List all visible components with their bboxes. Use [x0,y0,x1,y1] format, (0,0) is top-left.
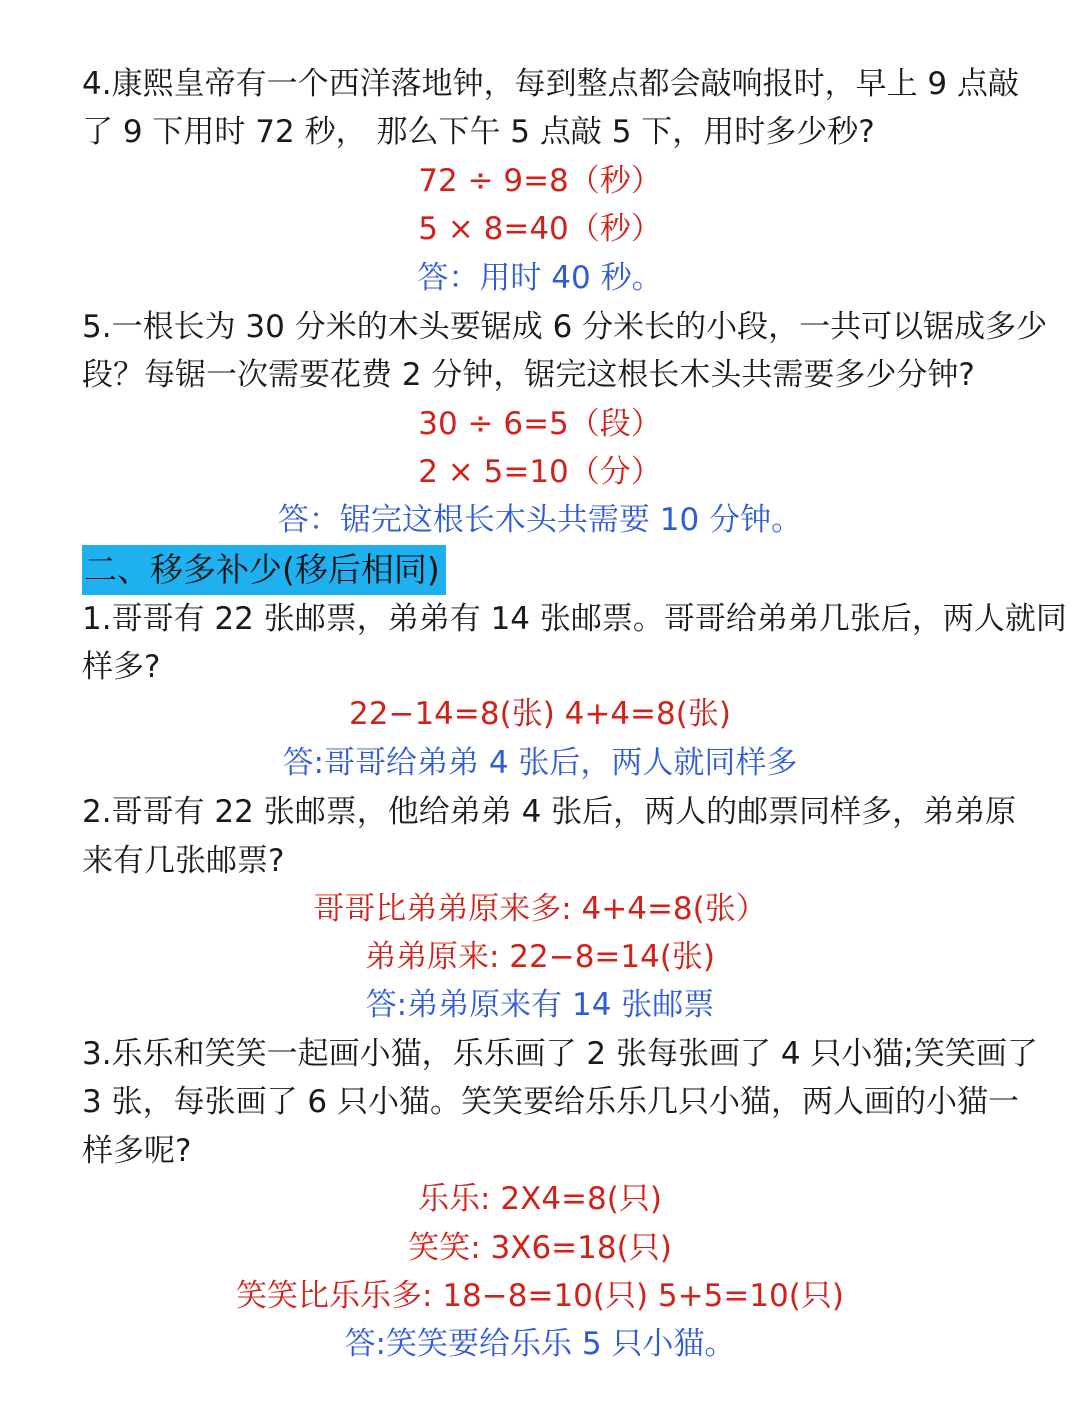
s2-problem-3-text-line-3: 样多呢? [82,1133,192,1169]
s2-problem-1-step-1: 22−14=8(张) 4+4=8(张) [349,696,731,732]
s2-problem-1-text-line-2: 样多? [82,649,161,685]
s2-problem-2-text-line-2: 来有几张邮票? [82,843,285,879]
problem-5-step-2: 2 × 5=10（分） [418,454,662,490]
problem-4-step-2: 5 × 8=40（秒） [418,211,662,247]
problem-5-text-line-1: 5.一根长为 30 分米的木头要锯成 6 分米长的小段，一共可以锯成多少 [82,309,1048,345]
s2-problem-2-step-1: 哥哥比弟弟原来多: 4+4=8(张） [313,891,767,927]
problem-4-answer: 答：用时 40 秒。 [417,260,663,296]
problem-4-text-line-1: 4.康熙皇帝有一个西洋落地钟，每到整点都会敲响报时，早上 9 点敲 [82,66,1020,102]
s2-problem-3-text-line-2: 3 张，每张画了 6 只小猫。笑笑要给乐乐几只小猫，两人画的小猫一 [82,1084,1020,1120]
problem-4-text-line-2: 了 9 下用时 72 秒， 那么下午 5 点敲 5 下，用时多少秒? [82,114,875,150]
section-heading: 二、移多补少(移后相同) [82,545,446,595]
s2-problem-3-text-line-1: 3.乐乐和笑笑一起画小猫，乐乐画了 2 张每张画了 4 只小猫;笑笑画了 [82,1036,1038,1072]
problem-5-answer: 答：锯完这根长木头共需要 10 分钟。 [277,502,803,538]
s2-problem-2-step-2: 弟弟原来: 22−8=14(张) [364,939,716,975]
s2-problem-1-answer: 答:哥哥给弟弟 4 张后，两人就同样多 [282,745,798,781]
s2-problem-1-text-line-1: 1.哥哥有 22 张邮票，弟弟有 14 张邮票。哥哥给弟弟几张后，两人就同 [82,601,1067,637]
s2-problem-2-answer: 答:弟弟原来有 14 张邮票 [365,987,715,1023]
s2-problem-2-text-line-1: 2.哥哥有 22 张邮票，他给弟弟 4 张后，两人的邮票同样多，弟弟原 [82,794,1017,830]
s2-problem-3-step-1: 乐乐: 2X4=8(只) [418,1181,662,1217]
s2-problem-3-step-2: 笑笑: 3X6=18(只) [408,1230,672,1266]
s2-problem-3-step-3: 笑笑比乐乐多: 18−8=10(只) 5+5=10(只) [236,1278,844,1314]
s2-problem-3-answer: 答:笑笑要给乐乐 5 只小猫。 [344,1326,736,1362]
problem-5-text-line-2: 段？每锯一次需要花费 2 分钟，锯完这根长木头共需要多少分钟? [82,357,975,393]
problem-4-step-1: 72 ÷ 9=8（秒） [418,163,662,199]
problem-5-step-1: 30 ÷ 6=5（段） [418,406,662,442]
